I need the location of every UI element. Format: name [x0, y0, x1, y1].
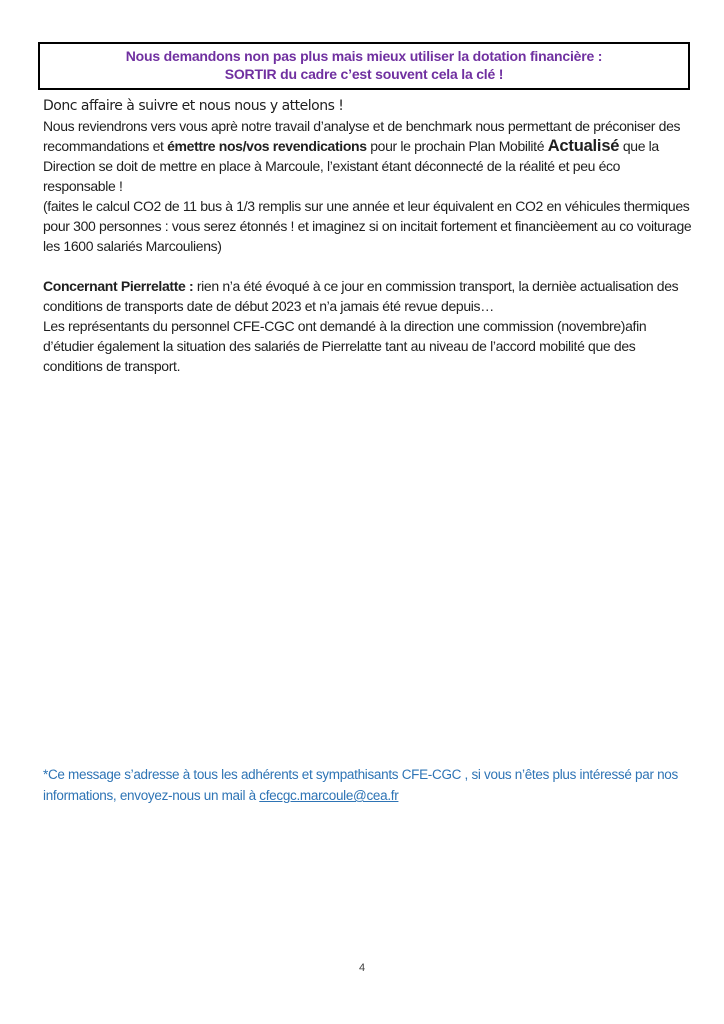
para1-bold-revendications: émettre nos/vos revendications — [167, 138, 367, 154]
header-line1: Nous demandons non pas plus mais mieux utiliser la dotation financière : — [125, 48, 603, 64]
header-box — [38, 42, 690, 90]
paragraph-pierrelatte — [43, 276, 693, 316]
para3-bold-concernant: Concernant Pierrelatte : — [43, 278, 194, 294]
para1-bold-actualise: Actualisé — [547, 137, 620, 155]
para1-text1: Nous reviendrons vers vous aprè notre travail d’analyse et de benchmark nous permettant de préconiser des recommandations et — [43, 118, 681, 154]
page-number: 4 — [358, 962, 366, 974]
section-heading: Donc affaire à suivre et nous nous y attelons ! — [43, 98, 344, 114]
footnote-text: *Ce message s’adresse à tous les adhérents et sympathisants CFE-CGC , si vous n’êtes plus intéressé par nos informations, envoyez-nous un mail à — [43, 767, 678, 803]
para3-text: rien n’a été évoqué à ce jour en commission transport, la dernièe actualisation des conditions de transports date de début 2023 et n’a jamais été revue depuis… — [43, 278, 679, 314]
para1-text2: pour le prochain Plan Mobilité — [366, 138, 548, 154]
body-content — [43, 97, 693, 376]
header-line2: SORTIR du cadre c’est souvent cela la clé ! — [224, 66, 504, 82]
footnote-email-link[interactable]: cfecgc.marcoule@cea.fr — [259, 788, 399, 803]
para1-text3: que la Direction se doit de mettre en place à Marcoule, l’existant étant déconnecté de la réalité et peu éco responsable ! — [43, 138, 659, 194]
paragraph-calcul-co2: (faites le calcul CO2 de 11 bus à 1/3 remplis sur une année et leur équivalent en CO2 en véhicules thermiques pour 300 personnes : vous serez étonnés ! et imaginez si on incitait fortement et financièement au co voiturage les 1600 salariés Marcouliens) — [43, 198, 692, 254]
paragraph-plan-mobilite — [43, 116, 693, 196]
footnote — [43, 764, 688, 806]
paragraph-representants: Les représentants du personnel CFE-CGC ont demandé à la direction une commission (novembre)afin d’étudier également la situation des salariés de Pierrelatte tant au niveau de l’accord mobilité que des conditions de transport. — [43, 318, 647, 374]
